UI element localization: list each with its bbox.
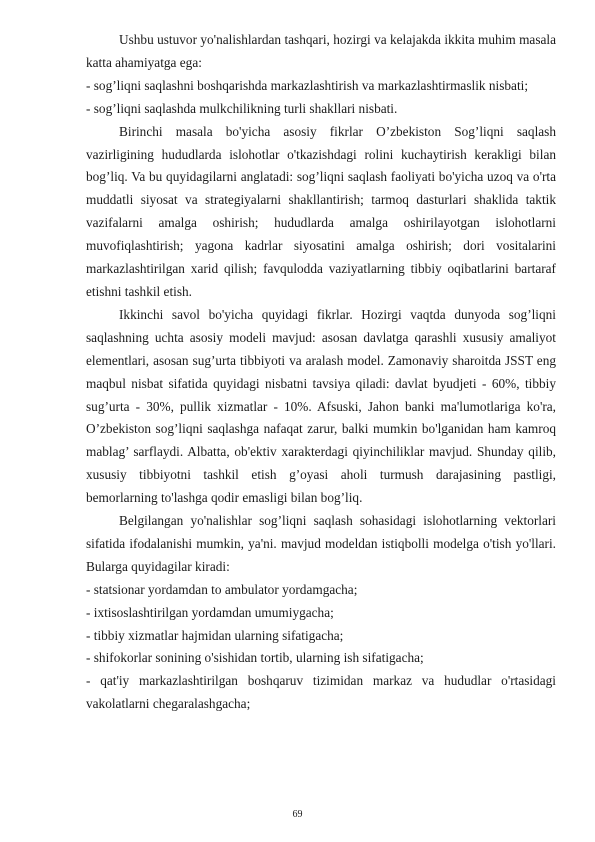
list-item-inpatient-to-outpatient: - statsionar yordamdan to ambulator yordamgacha; (86, 581, 358, 597)
paragraph-second-issue: Ikkinchi savol bo'yicha quyidagi fikrlar. Hozirgi vaqtda dunyoda sog’liqni saqlashning uchta asosiy modeli mavjud: asosan davlatga qarashli xususiy amaliyot elementlari, asosan sug’urta tibbiyoti va aralash model. Zamonaviy sharoitda JSST eng maqbul nisbat sifatida quyidagi nisbatni tavsiya qiladi: davlat byudjeti - 60%, tibbiy sug’urta - 30%, pullik xizmatlar - 10%. Afsuski, Jahon banki ma'lumotlariga ko'ra, O’zbekiston sog’liqni saqlashga nafaqat zarur, balki mumkin bo'lganidan ham kamroq mablag’ sarflaydi. Albatta, ob'ektiv xarakterdagi qiyinchiliklar mavjud. Shunday qilib, xususiy tibbiyotni tashkil etish g’oyasi aholi turmush darajasining pastligi, bemorlarning to'lashga qodir emasligi bilan bog’liq. (86, 306, 556, 506)
list-item-volume-to-quality: - tibbiy xizmatlar hajmidan ularning sifatigacha; (86, 627, 344, 643)
paragraph-reform-vectors: Belgilangan yo'nalishlar sog’liqni saqlash sohasidagi islohotlarning vektorlari sifatida ifodalanishi mumkin, ya'ni. mavjud modeldan istiqbolli modelga o'tish yo'llari. Bularga quyidagilar kiradi: (86, 513, 556, 574)
list-item-centralization: - sog’liqni saqlashni boshqarishda markazlashtirish va markazlashtirmaslik nisbati; (86, 77, 529, 93)
list-item-doctors-quality: - shifokorlar sonining o'sishidan tortib, ularning ish sifatigacha; (86, 650, 424, 666)
paragraph-intro: Ushbu ustuvor yo'nalishlardan tashqari, hozirgi va kelajakda ikkita muhim masala katta ahamiyatga ega: (86, 32, 556, 70)
page-number: 69 (292, 809, 303, 820)
paragraph-first-issue: Birinchi masala bo'yicha asosiy fikrlar O’zbekiston Sog’liqni saqlash vazirligining hududlarda islohotlar o'tkazishdagi rolini kuchaytirish kerakligi bilan bog’liq. Va bu quyidagilarni anglatadi: sog’liqni saqlash faoliyati bo'yicha uzoq va o'rta muddatli siyosat va strategiyalarni shakllantirish; tarmoq dasturlari shaklida taktik vazifalarni amalga oshirish; hududlarda amalga oshirilayotgan islohotlarni muvofiqlashtirish; yagona kadrlar siyosatini amalga oshirish; dori vositalarini markazlashtirilgan xarid qilish; favqulodda vaziyatlarning tibbiy oqibatlarini bartaraf etishni tashkil etish. (86, 123, 556, 299)
body-text (86, 29, 556, 716)
list-item-centralized-governance: - qat'iy markazlashtirilgan boshqaruv tizimidan markaz va hududlar o'rtasidagi vakolatlarni chegaralashgacha; (86, 673, 556, 712)
list-item-ownership: - sog’liqni saqlashda mulkchilikning turli shakllari nisbati. (86, 100, 398, 116)
list-item-specialized-to-general: - ixtisoslashtirilgan yordamdan umumiygacha; (86, 604, 334, 620)
